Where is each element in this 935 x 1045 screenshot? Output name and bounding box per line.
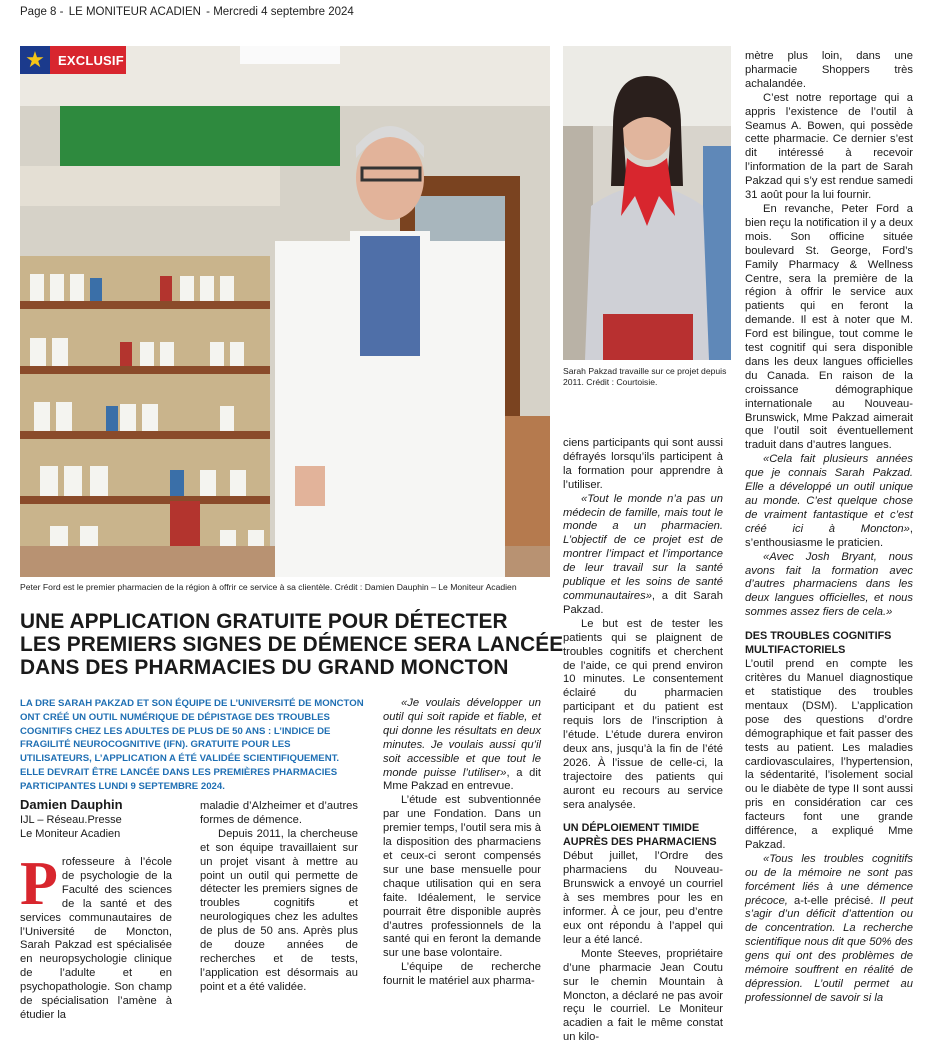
section-subheading: UN DÉPLOIEMENT TIMIDE AUPRÈS DES PHARMACIENS [563,822,717,848]
newspaper-name: LE MONITEUR ACADIEN [68,6,201,18]
quote-paragraph: «Tous les troubles cognitifs ou de la mémoire ne sont pas forcément liés à une démence précoce, a-t-elle précisé. Il peut s’agir d’un déficit d’attention ou de concentration. La recherche scientifique nous dit que 50% des gens qui ont des problèmes de mémoire souffrent en réalité de dépression. L’outil permet au professionnel de savoir si la [745,852,913,1004]
body-paragraph: Professeure à l’école de psychologie de la Faculté des sciences de la santé et des services communautaires de l’Université de Moncton, Sarah Pakzad est spécialisée en neuropsychologie clinique de l’adulte et en psychopathologie. Son champ de spécialisation l’amène à étudier la [20,850,172,1021]
drop-cap: P [20,850,58,918]
section-subheading: DES TROUBLES COGNITIFS MULTIFACTORIELS [745,630,892,656]
quote-paragraph: «Je voulais développer un outil qui soit rapide et fiable, et qui donne les résultats en deux minutes. Je voulais aussi qu’il soit accessible et que tout le monde puisse l’utiliser», a dit Mme Pakzad en entrevue. [383,697,541,793]
article-column-2 [200,800,358,995]
headline-line-1: UNE APPLICATION GRATUITE POUR DÉTECTER [20,609,508,633]
body-paragraph: maladie d’Alzheimer et d’autres formes de démence. [200,800,358,826]
headline-line-2: LES PREMIERS SIGNES DE DÉMENCE SERA LANCÉE [20,632,564,656]
article-column-5 [745,50,913,1006]
article-headline [20,609,564,679]
body-paragraph: C’est notre reportage qui a appris l’existence de l’outil à Seamus A. Bowen, qui possède cette pharmacie. Ce dernier s’est dit intéressé à recevoir l’information de la part de Sarah Pakzad qui s’y est rendue samedi 31 août pour la lui fournir. [745,91,913,202]
star-icon: ★ [20,46,50,74]
author-name: Damien Dauphin [20,797,123,812]
issue-date: - Mercredi 4 septembre 2024 [202,6,354,18]
body-paragraph: En revanche, Peter Ford a bien reçu la notification il y a deux mois. Son officine située boulevard St. George, Ford’s Family Pharmacy & Wellness Centre, sera la première de la région à offrir le service aux patients qui en feront la demande. Il est à noter que M. Ford est bilingue, tout comme le test cognitif qui sera disponible dans les deux langues officielles du Canada. En raison de la croissance démographique internationale au Nouveau-Brunswick, Mme Pakzad aimerait que l’outil soit éventuellement traduit dans d’autres langues. [745,202,913,452]
page-header [20,6,356,18]
article-column-4 [563,437,723,1045]
main-photo [20,46,550,577]
body-paragraph: L’outil prend en compte les critères du Manuel diagnostique et statistique des troubles mentaux (DSM). L’application pose des questions d’ordre démographique et fait passer des tests au patient. Les maladies cardiovasculaires, l’hypertension, la sédentarité, l’isolement social ou le diabète de type II sont aussi pris en considération car ces facteurs font une grande différence, a expliqué Mme Pakzad. [745,658,913,851]
body-paragraph: Le but est de tester les patients qui se plaignent de troubles cognitifs et cherchent de l’aide, ce qui prend environ 10 minutes. Le consentement éclairé du pharmacien participant et du patient est requis lors de l’inscription à l’étude. L’étude durera environ deux ans, jusqu’à la fin de l’été 2026. À l’issue de celle-ci, la trajectoire des patients qui auront eu recours au service sera analysée. [563,617,723,811]
body-paragraph: Monte Steeves, propriétaire d’une pharmacie Jean Coutu sur le chemin Mountain à Moncton, a déclaré ne pas avoir reçu le courriel. Le Moniteur acadien a fait le même constat un kilo- [563,947,723,1044]
quote-paragraph: «Cela fait plusieurs années que je connais Sarah Pakzad. Elle a développé un outil unique au monde. C’est quelque chose de vraiment fantastique et c’est créé ici à Moncton», s’enthousiasme le praticien. [745,453,913,549]
article-lede: LA DRE SARAH PAKZAD ET SON ÉQUIPE DE L’UNIVERSITÉ DE MONCTON ONT CRÉÉ UN OUTIL NUMÉRIQUE DE DÉPISTAGE DES TROUBLES COGNITIFS CHEZ LES ADULTES DE PLUS DE 50 ANS : L’INDICE DE FRAGILITÉ NEUROCOGNITIVE (IFN). GRATUITE POUR LES UTILISATEURS, L’APPLICATION A ÉTÉ VALIDÉE SCIENTIFIQUEMENT. ELLE DEVRAIT ÊTRE LANCÉE DANS LES PREMIÈRES PHARMACIES PARTICIPANTES LUNDI 9 SEPTEMBRE 2024. [20,698,364,792]
body-paragraph: Depuis 2011, la chercheuse et son équipe travaillaient sur un projet visant à mettre au point un outil qui permette de détecter les premiers signes de troubles cognitifs et neurologiques chez les adultes de plus de 50 ans. Après plus de douze années de recherches et de tests, l’application est désormais au point et a été validée. [200,827,358,993]
quote-paragraph: «Avec Josh Bryant, nous avons fait la formation avec d’autres pharmaciens dans les deux langues officielles, et nous sommes assez fiers de cela.» [745,550,913,619]
article-column-3 [383,697,541,989]
byline [20,797,180,841]
main-photo-caption: Peter Ford est le premier pharmacien de la région à offrir ce service à sa clientèle. Crédit : Damien Dauphin – Le Moniteur Acadien [20,582,517,592]
side-photo [563,46,731,360]
body-paragraph: Début juillet, l’Ordre des pharmaciens du Nouveau-Brunswick a envoyé un courriel à ses membres pour les en informer. À ce jour, peu d’entre eux ont répondu à l’appel qui leur a été lancé. [563,850,723,946]
author-affiliation: IJL – Réseau.Presse [20,814,122,826]
pharmacy-photo-illustration [20,46,550,577]
body-paragraph: L’étude est subventionnée par une Fondation. Dans un premier temps, l’outil sera mis à la disposition des pharmaciens et ceux-ci seront compensés sur une base mensuelle pour chaque utilisation qui en sera faite. Idéalement, le service pourrait être disponible auprès d’autres professionnels de la santé qui en feront la demande sur une base volontaire. [383,794,541,960]
quote-paragraph: «Tout le monde n’a pas un médecin de famille, mais tout le monde a un pharmacien. L’objectif de ce projet est de montrer l’impact et l’importance de leur travail sur la santé publique et les soins de santé communautaires», a dit Sarah Pakzad. [563,492,723,616]
author-publication: Le Moniteur Acadien [20,828,121,840]
body-paragraph: mètre plus loin, dans une pharmacie Shoppers très achalandée. [745,50,913,90]
badge-label: EXCLUSIF [58,52,124,68]
page-number: Page 8 - [20,6,64,18]
exclusive-badge [20,46,126,74]
portrait-photo-illustration [563,46,731,360]
article-column-1 [20,850,172,1023]
body-paragraph: ciens participants qui sont aussi défrayés lorsqu’ils participent à la formation pour apprendre à l’utiliser. [563,437,723,491]
headline-line-3: DANS DES PHARMACIES DU GRAND MONCTON [20,655,509,679]
side-photo-caption: Sarah Pakzad travaille sur ce projet depuis 2011. Crédit : Courtoisie. [563,366,727,387]
body-paragraph: L’équipe de recherche fournit le matériel aux pharma- [383,961,541,988]
